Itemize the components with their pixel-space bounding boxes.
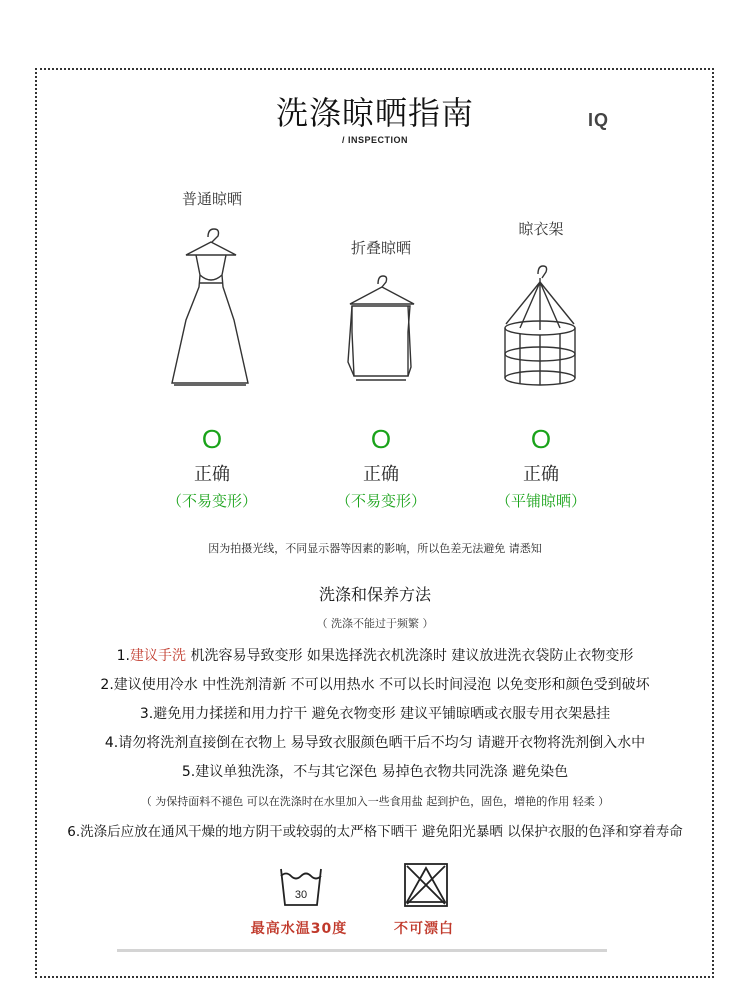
page-title: 洗涤晾晒指南 — [275, 94, 474, 132]
folded-garment-hanger-icon — [344, 272, 419, 387]
brand-mark: IQ — [588, 110, 610, 130]
care-line-1 — [0, 645, 750, 665]
method-status-3: 正确 — [523, 464, 559, 485]
method-note-3: （平铺晾晒） — [495, 492, 586, 510]
wash-temp-label: 最高水温30度 — [250, 921, 348, 937]
no-bleach-icon — [403, 862, 449, 908]
dress-on-hanger-icon — [166, 225, 256, 390]
care-note: （ 为保持面料不褪色 可以在洗涤时在水里加入一些食用盐 起到护色，固色，增艳的作用 轻柔 ） — [140, 795, 610, 808]
wash-30-icon — [278, 865, 324, 909]
dotted-frame — [35, 68, 714, 978]
care-line-1-rest: 机洗容易导致变形 如果选择洗衣机洗涤时 建议放进洗衣袋防止衣物变形 — [186, 648, 634, 664]
method-label-2: 折叠晾晒 — [350, 239, 411, 257]
method-label-3: 晾衣架 — [518, 220, 564, 238]
care-line-6: 6.洗涤后应放在通风干燥的地方阴干或较弱的太严格下晒干 避免阳光暴晒 以保护衣服的色泽和穿着寿命 — [67, 824, 683, 840]
wash-temp-value: 30 — [294, 889, 308, 901]
method-mark-3: O — [530, 424, 552, 454]
care-title: 洗涤和保养方法 — [318, 585, 431, 604]
page-subtitle: / INSPECTION — [341, 135, 408, 145]
method-mark-2: O — [370, 424, 392, 454]
drying-rack-icon — [500, 262, 580, 392]
method-label-1: 普通晾晒 — [181, 190, 242, 208]
method-status-2: 正确 — [363, 464, 399, 485]
no-bleach-label: 不可漂白 — [394, 921, 454, 937]
care-line-1-prefix: 1. — [116, 648, 130, 664]
method-status-1: 正确 — [194, 464, 230, 485]
bottom-divider — [117, 949, 607, 952]
color-disclaimer: 因为拍摄光线，不同显示器等因素的影响，所以色差无法避免 请悉知 — [208, 542, 542, 555]
care-line-5: 5.建议单独洗涤，不与其它深色 易掉色衣物共同洗涤 避免染色 — [181, 764, 569, 780]
care-line-3: 3.避免用力揉搓和用力拧干 避免衣物变形 建议平铺晾晒或衣服专用衣架悬挂 — [139, 706, 611, 722]
care-line-4: 4.请勿将洗剂直接倒在衣物上 易导致衣服颜色晒干后不均匀 请避开衣物将洗剂倒入水中 — [104, 735, 646, 751]
method-mark-1: O — [201, 424, 223, 454]
care-line-2: 2.建议使用冷水 中性洗剂清新 不可以用热水 不可以长时间浸泡 以免变形和颜色受到破坏 — [100, 677, 650, 693]
care-line-1-highlight: 建议手洗 — [130, 648, 186, 664]
care-subtitle: （ 洗涤不能过于频繁 ） — [316, 617, 434, 630]
method-note-1: （不易变形） — [166, 492, 257, 510]
method-note-2: （不易变形） — [335, 492, 426, 510]
